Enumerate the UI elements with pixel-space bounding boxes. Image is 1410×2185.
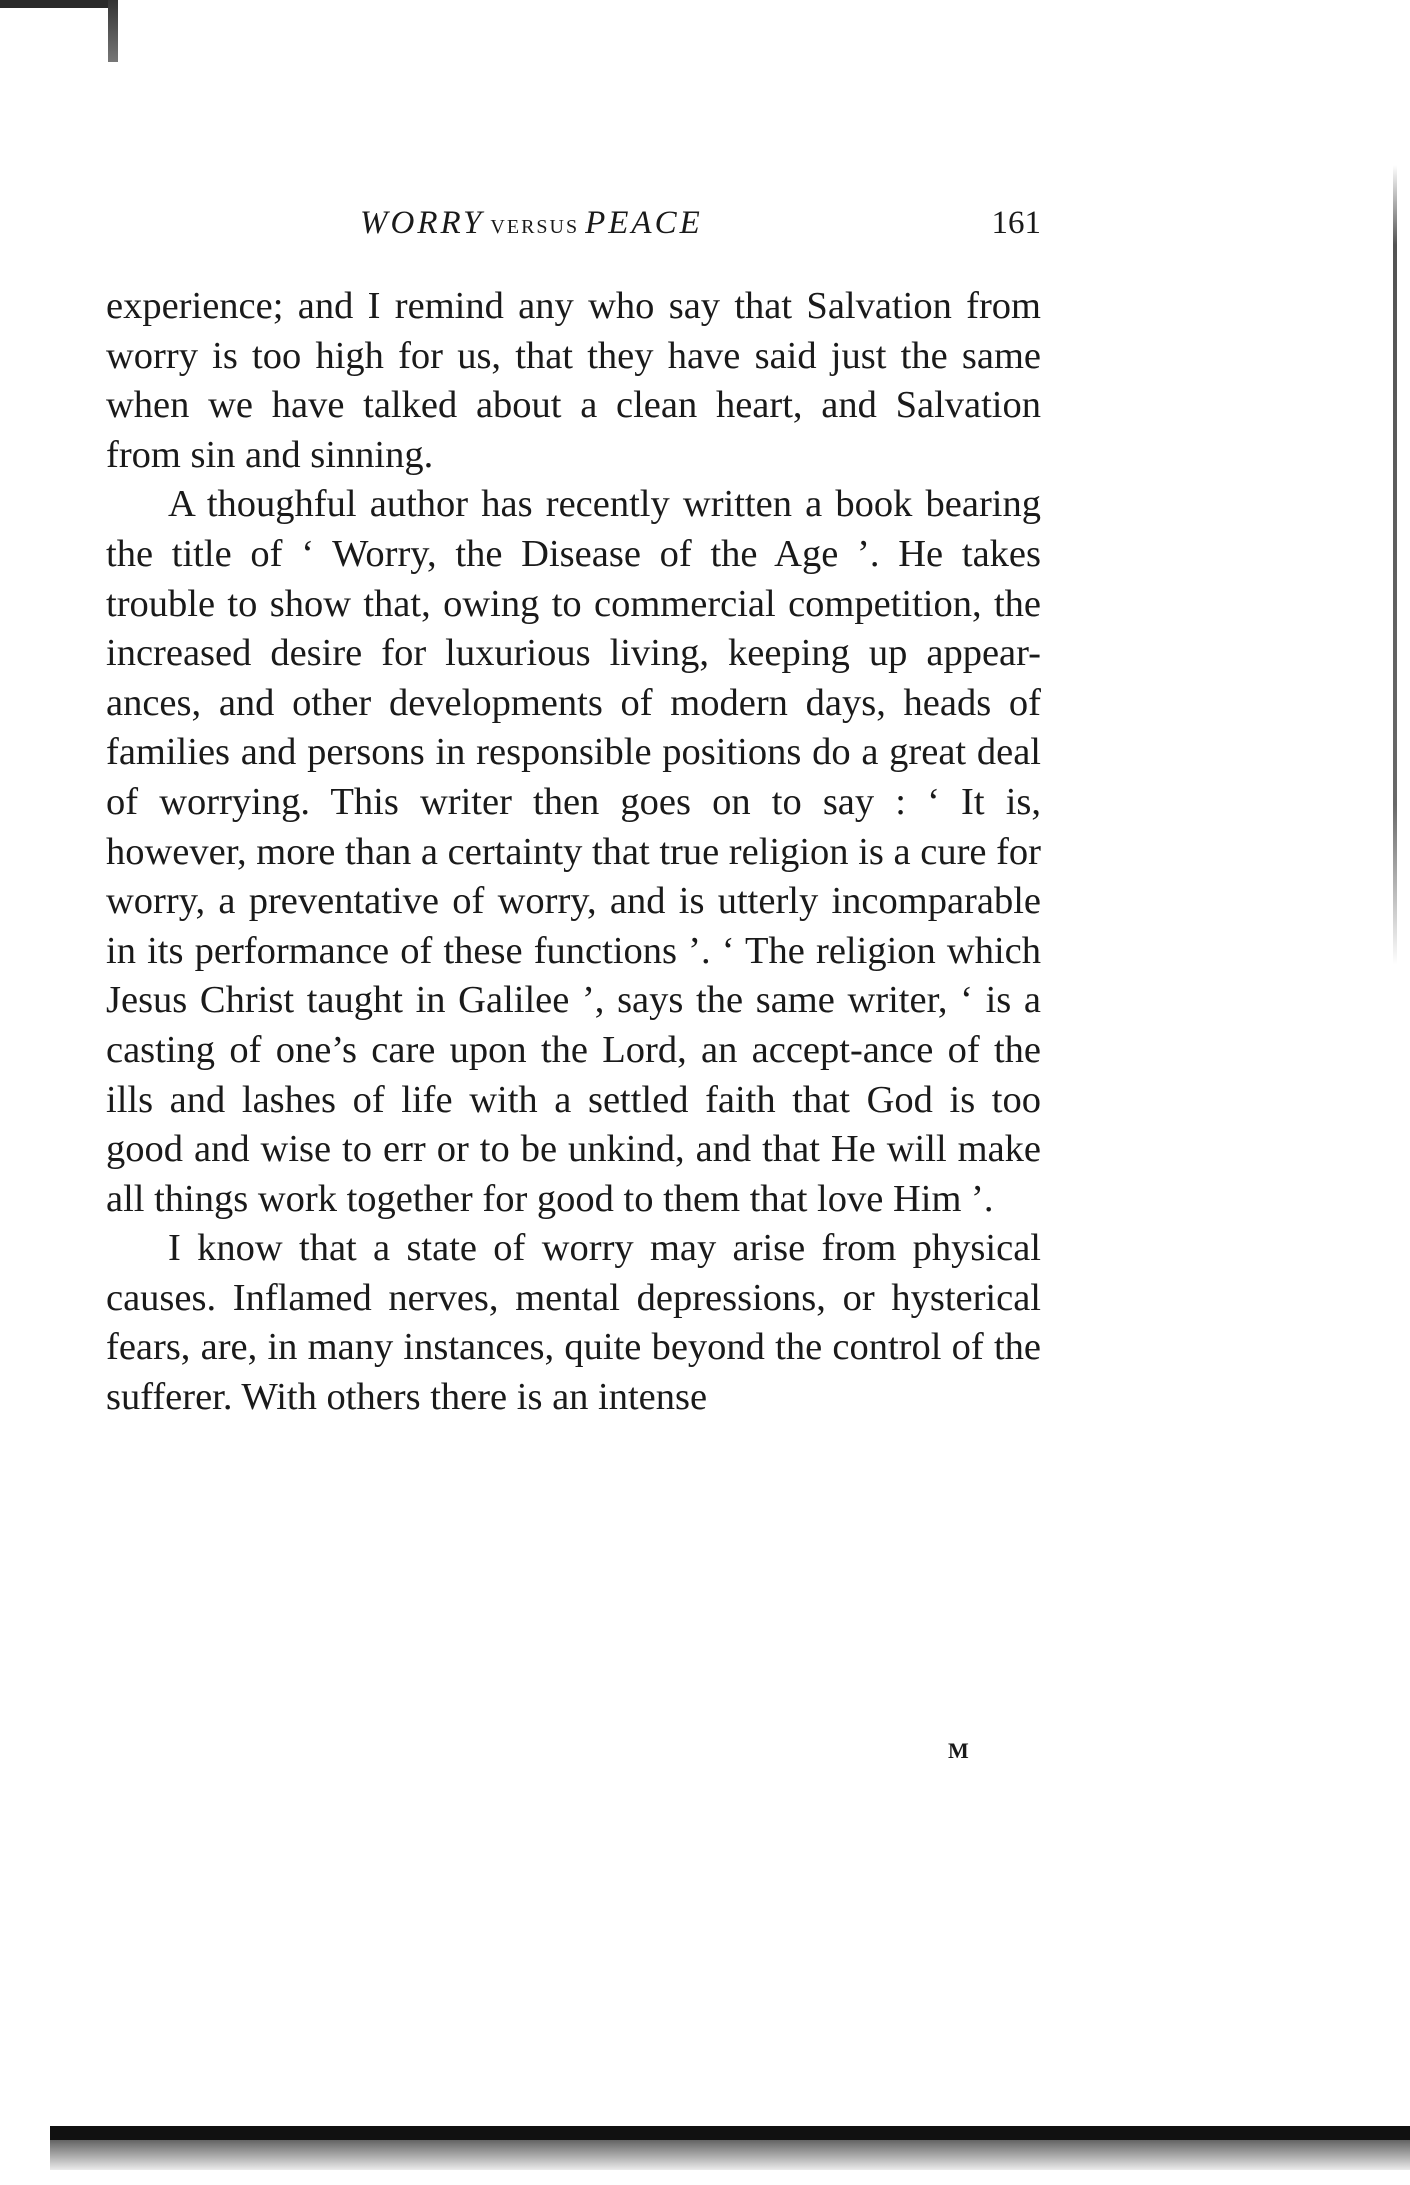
scan-edge-artifact xyxy=(108,0,118,62)
paragraph: A thoughful author has recently written a book bearing the title of ‘ Worry, the Disease of the Age ’. He takes trouble to show that, owing to commercial competition, the increased desire for luxurious living, keeping up appear-ances, and other developments of modern days, heads of families and persons in responsible positions do a great deal of worrying. This writer then goes on to say : ‘ It is, however, more than a certainty that true religion is a cure for worry, a preventative of worry, and is utterly incomparable in its performance of these functions ’. ‘ The religion which Jesus Christ taught in Galilee ’, says the same writer, ‘ is a casting of one’s care upon the Lord, an accept-ance of the ills and lashes of life with a settled faith that God is too good and wise to err or to be unkind, and that He will make all things work together for good to them that love Him ’. xyxy=(106,483,1041,1220)
running-title-middle: VERSUS xyxy=(490,216,580,238)
running-title-right: PEACE xyxy=(585,205,703,241)
scan-edge-artifact xyxy=(0,0,118,8)
scan-bottom-artifact xyxy=(50,2126,1410,2140)
paragraph: I know that a state of worry may arise from physical causes. Inflamed nerves, mental depressions, or hysterical fears, are, in many instances, quite beyond the control of the sufferer. With others there is an intense xyxy=(106,1227,1041,1419)
page-edge-shadow xyxy=(1393,165,1397,965)
running-title-left: WORRY xyxy=(360,205,485,241)
running-title xyxy=(360,205,703,242)
scan-bottom-artifact xyxy=(50,2140,1410,2170)
paragraph: experience; and I remind any who say that Salvation from worry is too high for us, that they have said just the same when we have talked about a clean heart, and Salvation from sin and sinning. xyxy=(106,285,1041,476)
page-number: 161 xyxy=(991,205,1041,241)
signature-mark: M xyxy=(948,1738,970,1763)
body-text xyxy=(106,282,1041,1423)
running-header xyxy=(106,205,1041,255)
